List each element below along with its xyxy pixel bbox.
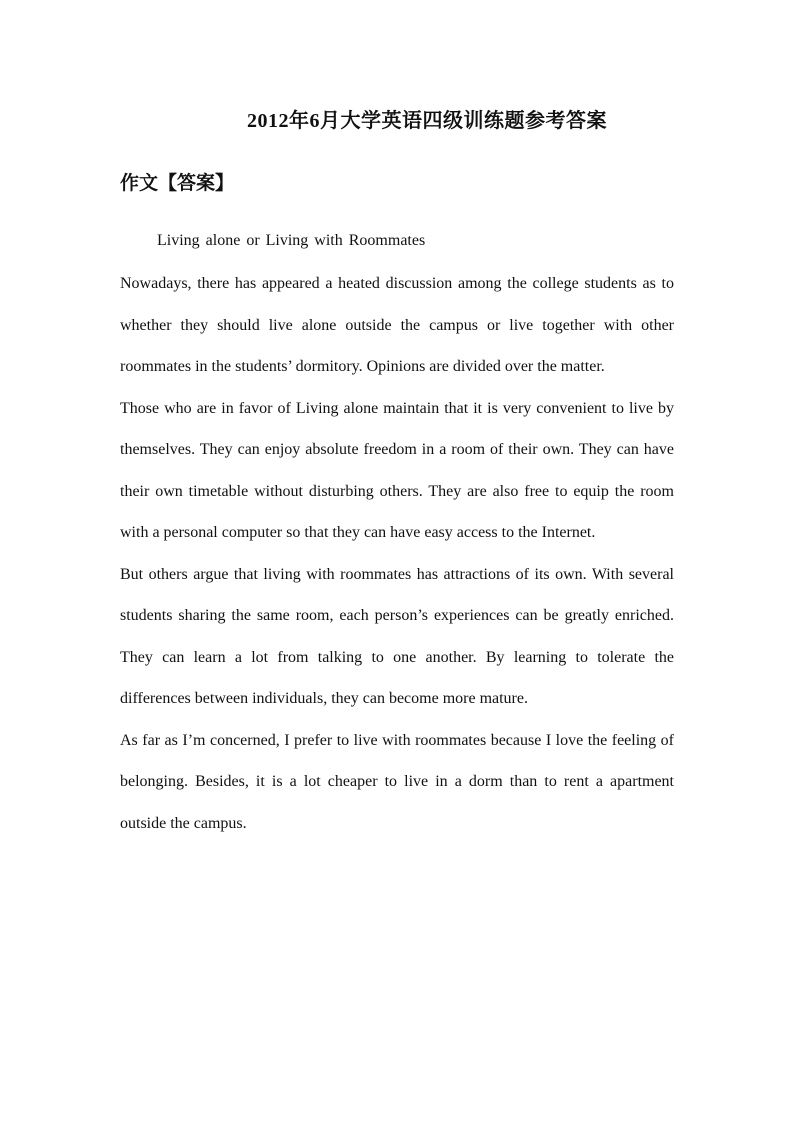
paragraph: As far as I’m concerned, I prefer to live with roommates because I love the feeling of belonging. Besides, it is a lot cheaper to live in a dorm than to rent a apartment outside the campus. bbox=[120, 731, 674, 832]
essay-title: Living alone or Living with Roommates bbox=[157, 232, 426, 249]
document-title: 2012年6月大学英语四级训练题参考答案 bbox=[247, 110, 607, 132]
essay-body bbox=[120, 263, 674, 844]
paragraph: Those who are in favor of Living alone maintain that it is very convenient to live by themselves. They can enjoy absolute freedom in a room of their own. They can have their own timetable without disturbing others. They are also free to equip the room with a personal computer so that they can have easy access to the Internet. bbox=[120, 399, 674, 541]
paragraph: Nowadays, there has appeared a heated discussion among the college students as to whether they should live alone outside the campus or live together with other roommates in the students’ dormitory. Opinions are divided over the matter. bbox=[120, 275, 674, 375]
section-heading: 作文【答案】 bbox=[120, 173, 235, 194]
paragraph: But others argue that living with roommates has attractions of its own. With several students sharing the same room, each person’s experiences can be greatly enriched. They can learn a lot from talking to one another. By learning to tolerate the differences between individuals, they can become more mature. bbox=[120, 565, 674, 707]
